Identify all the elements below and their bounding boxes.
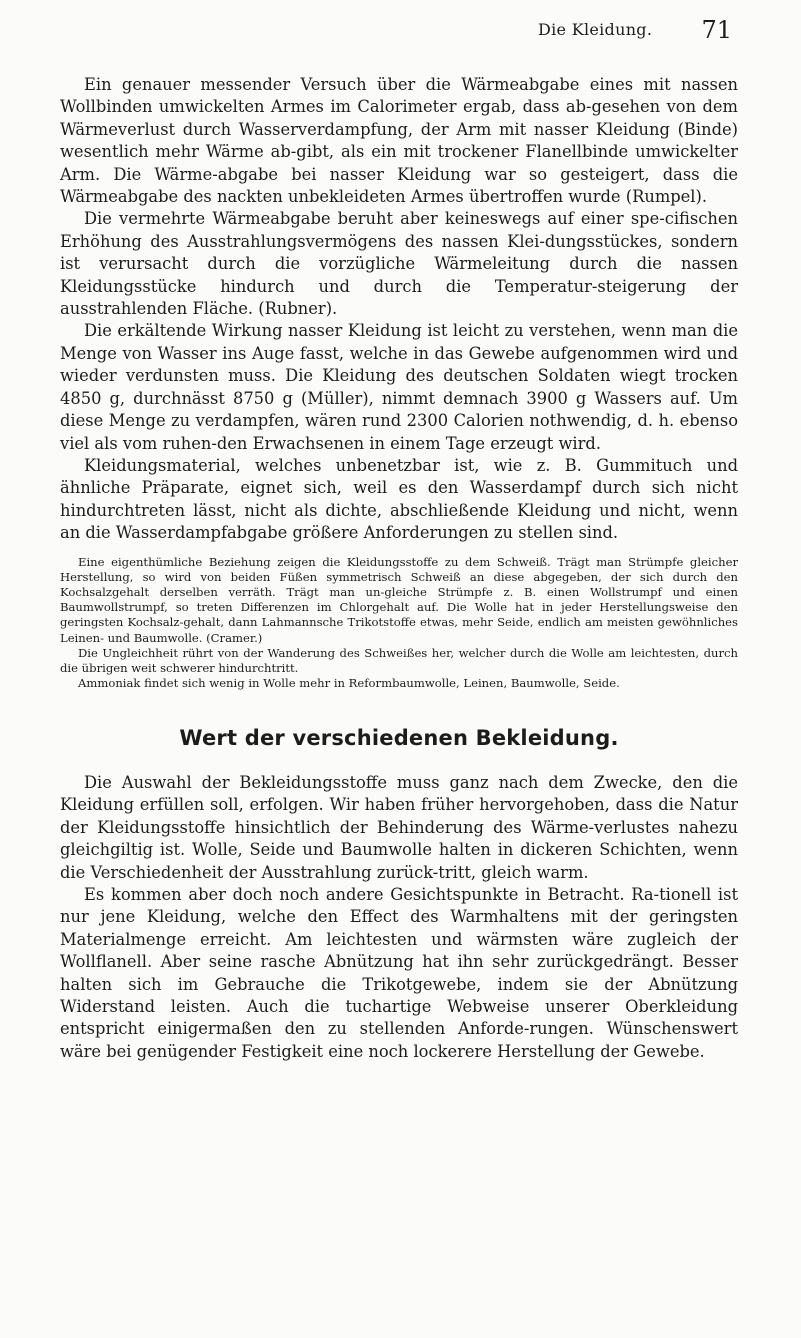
paragraph: Ein genauer messender Versuch über die Wärmeabgabe eines mit nassen Wollbinden umwickelten Armes im Calorimeter ergab, dass ab-gesehen von dem Wärmeverlust durch Wasserverdampfung, der Arm mit nasser Kleidung (Binde) wesentlich mehr Wärme ab-gibt, als ein mit trockener Flanellbinde umwickelter Arm. Die Wärme-abgabe bei nasser Kleidung war so gesteigert, dass die Wärmeabgabe des nackten unbekleideten Armes übertroffen wurde (Rumpel). <box>60 75 738 207</box>
note-paragraph: Ammoniak findet sich wenig in Wolle mehr in Reformbaumwolle, Leinen, Baumwolle, Seide. <box>78 676 620 691</box>
paragraph: Die Auswahl der Bekleidungsstoffe muss ganz nach dem Zwecke, den die Kleidung erfüllen soll, erfolgen. Wir haben früher hervorgehoben, dass die Natur der Kleidungsstoffe hinsichtlich der Behinderung des Wärme-verlustes nahezu gleichgiltig ist. Wolle, Seide und Baumwolle halten in dickeren Schichten, wenn die Verschiedenheit der Ausstrahlung zurück-tritt, gleich warm. <box>60 773 738 882</box>
running-head <box>0 16 801 56</box>
main-text <box>60 74 738 691</box>
small-print-notes <box>60 555 738 692</box>
section-heading: Wert der verschiedenen Bekleidung. <box>179 726 619 750</box>
section-wert <box>60 726 738 1063</box>
paragraph: Die erkältende Wirkung nasser Kleidung ist leicht zu verstehen, wenn man die Menge von Wasser ins Auge fasst, welche in das Gewebe aufgenommen wird und wieder verdunsten muss. Die Kleidung des deutschen Soldaten wiegt trocken 4850 g, durchnässt 8750 g (Müller), nimmt demnach 3900 g Wassers auf. Um diese Menge zu verdampfen, wären rund 2300 Calorien nothwendig, d. h. ebenso viel als vom ruhen-den Erwachsenen in einem Tage erzeugt wird. <box>60 321 738 453</box>
note-paragraph: Eine eigenthümliche Beziehung zeigen die Kleidungsstoffe zu dem Schweiß. Trägt man Strümpfe gleicher Herstellung, so wird von beiden Füßen symmetrisch Schweiß an diese abgegeben, der sich durch den Kochsalzgehalt derselben verräth. Trägt man un-gleiche Strümpfe z. B. einen Wollstrumpf und einen Baumwollstrumpf, so treten Differenzen im Chlorgehalt auf. Die Wolle hat in jeder Herstellungsweise den geringsten Kochsalz-gehalt, dann Lahmannsche Trikotstoffe etwas, mehr Seide, endlich am meisten gewöhnliches Leinen- und Baumwolle. (Cramer.) <box>60 554 738 645</box>
running-head-title: Die Kleidung. <box>538 20 653 39</box>
paragraph: Die vermehrte Wärmeabgabe beruht aber keineswegs auf einer spe-cifischen Erhöhung des Ausstrahlungsvermögens des nassen Klei-dungsstückes, sondern ist verursacht durch die vorzügliche Wärmeleitung durch die nassen Kleidungsstücke hindurch und durch die Temperatur-steigerung der ausstrahlenden Fläche. (Rubner). <box>60 209 738 319</box>
note-paragraph: Die Ungleichheit rührt von der Wanderung des Schweißes her, welcher durch die Wolle am leichtesten, durch die übrigen weit schwerer hindurchtritt. <box>60 645 738 675</box>
page-number: 71 <box>701 16 732 44</box>
paragraph: Es kommen aber doch noch andere Gesichtspunkte in Betracht. Ra-tionell ist nur jene Kleidung, welche den Effect des Warmhaltens mit der geringsten Materialmenge erreicht. Am leichtesten und wärmsten wäre zugleich der Wollflanell. Aber seine rasche Abnützung hat ihn sehr zurückgedrängt. Besser halten sich im Gebrauche die Trikotgewebe, indem sie der Abnützung Widerstand leisten. Auch die tuchartige Webweise unserer Oberkleidung entspricht einigermaßen den zu stellenden Anforde-rungen. Wünschenswert wäre bei genügender Festigkeit eine noch lockerere Herstellung der Gewebe. <box>60 885 738 1061</box>
paragraph: Kleidungsmaterial, welches unbenetzbar ist, wie z. B. Gummituch und ähnliche Präparate, eignet sich, weil es den Wasserdampf durch sich nicht hindurchtreten lässt, nicht als dichte, abschließende Kleidung und nicht, wenn an die Wasserdampfabgabe größere Anforderungen zu stellen sind. <box>60 455 738 543</box>
